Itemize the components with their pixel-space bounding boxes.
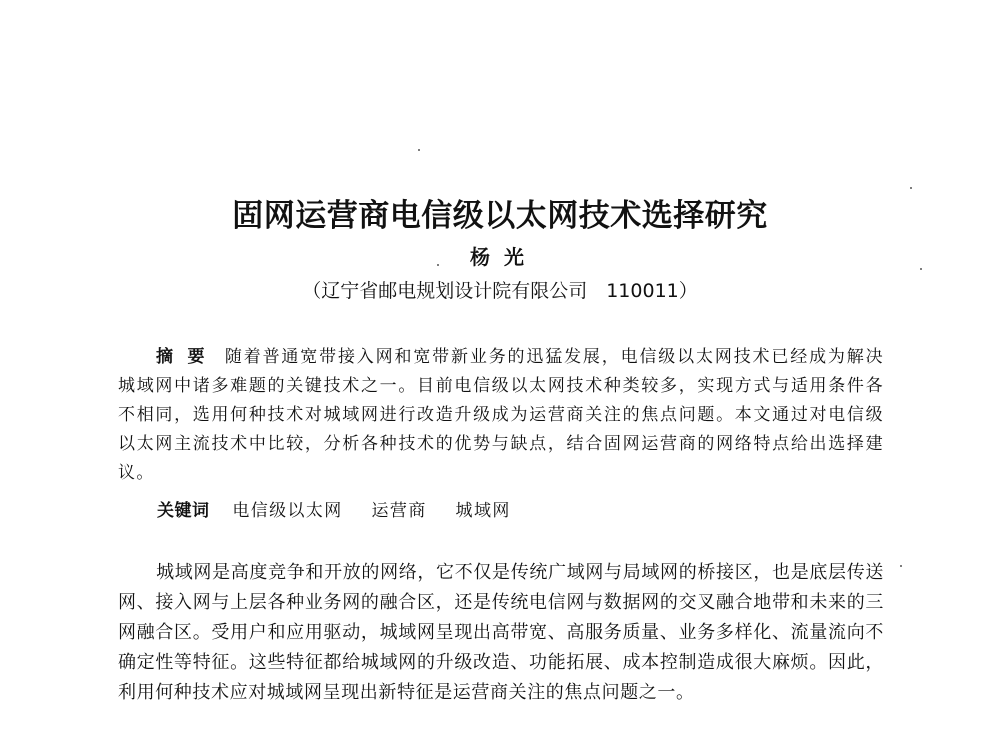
abstract-label: 摘要 <box>156 347 219 367</box>
body-paragraph-text: 城域网是高度竞争和开放的网络，它不仅是传统广域网与局域网的桥接区，也是底层传送网、接入网与上层各种业务网的融合区，还是传统电信网与数据网的交叉融合地带和未来的三网融合区。受用户和应用驱动，城域网呈现出高带宽、高服务质量、业务多样化、流量流向不确定性等特征。这些特征都给城域网的升级改造、功能拓展、成本控制造成很大麻烦。因此，利用何种技术应对城域网呈现出新特征是运营商关注的焦点问题之一。 <box>118 562 884 703</box>
body-paragraph <box>118 558 884 708</box>
keyword-item: 城域网 <box>455 501 511 521</box>
paper-title: 固网运营商电信级以太网技术选择研究 <box>232 198 768 234</box>
scan-speck <box>900 565 902 567</box>
keyword-item: 运营商 <box>371 501 427 521</box>
abstract-text: 随着普通宽带接入网和宽带新业务的迅猛发展，电信级以太网技术已经成为解决城域网中诸多难题的关键技术之一。目前电信级以太网技术种类较多，实现方式与适用条件各不相同，选用何种技术对城域网进行改造升级成为运营商关注的焦点问题。本文通过对电信级以太网主流技术中比较，分析各种技术的优势与缺点，结合固网运营商的网络特点给出选择建议。 <box>118 347 884 483</box>
keyword-item: 电信级以太网 <box>232 501 343 521</box>
abstract-block <box>118 343 884 488</box>
keywords-label: 关键词 <box>157 501 210 521</box>
author-affiliation: （辽宁省邮电规划设计院有限公司 110011） <box>302 280 698 302</box>
keywords-block <box>157 497 533 526</box>
scan-speck <box>418 149 420 151</box>
author-name: 杨光 <box>470 245 538 269</box>
scan-speck <box>910 187 912 189</box>
